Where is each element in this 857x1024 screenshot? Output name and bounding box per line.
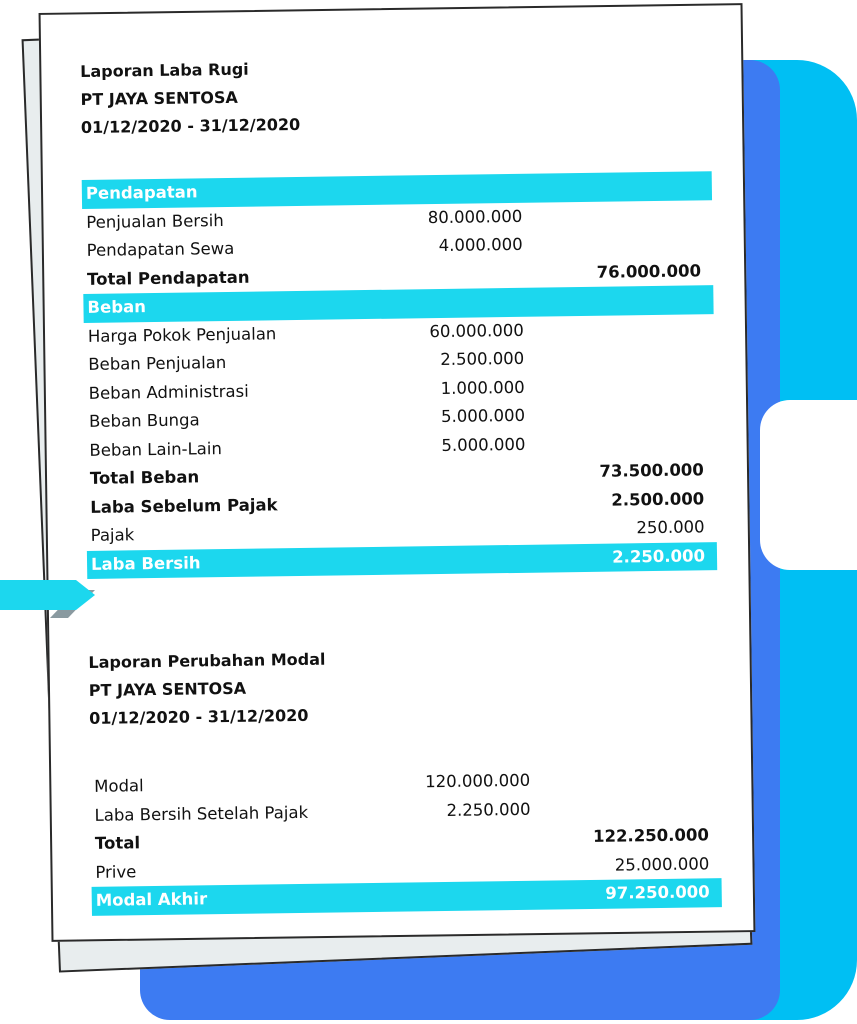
line-label: Modal: [94, 776, 144, 796]
line-amount: 4.000.000: [438, 234, 523, 256]
total-label: Total Pendapatan: [86, 267, 250, 289]
net-income-amount: 2.250.000: [611, 545, 706, 567]
line-amount: 1.000.000: [440, 377, 525, 398]
total-label: Total Beban: [89, 467, 200, 488]
tax-label: Pajak: [90, 525, 135, 545]
line-label: Pendapatan Sewa: [86, 238, 235, 260]
line-label: Beban Penjualan: [88, 352, 227, 374]
report-title: Laporan Perubahan Modal: [88, 649, 326, 672]
line-label: Penjualan Bersih: [86, 210, 224, 232]
line-amount: 120.000.000: [425, 770, 531, 792]
report-period: 01/12/2020 - 31/12/2020: [80, 114, 301, 137]
pretax-label: Laba Sebelum Pajak: [90, 494, 278, 517]
line-amount: 80.000.000: [427, 206, 523, 227]
line-label: Beban Bunga: [88, 410, 200, 431]
total-label: Total: [94, 833, 141, 853]
line-amount: 5.000.000: [441, 434, 526, 455]
bookmark-ribbon: [0, 580, 95, 610]
prive-amount: 25.000.000: [614, 853, 710, 875]
expense-header: Beban: [83, 285, 713, 322]
line-amount: 2.250.000: [446, 799, 531, 820]
total-amount: 73.500.000: [599, 460, 704, 481]
pretax-amount: 2.500.000: [611, 488, 705, 510]
folder-tab-notch: [760, 400, 857, 570]
tax-amount: 250.000: [636, 517, 705, 538]
final-capital-amount: 97.250.000: [605, 882, 710, 903]
final-capital-label: Modal Akhir: [95, 889, 208, 910]
line-amount: 2.500.000: [440, 348, 525, 369]
line-label: Beban Lain-Lain: [89, 438, 222, 460]
financial-report: [80, 49, 722, 915]
revenue-header: Pendapatan: [82, 171, 712, 208]
equity-statement: [88, 640, 722, 915]
prive-label: Prive: [95, 861, 137, 882]
report-title: Laporan Laba Rugi: [80, 59, 249, 81]
total-amount: 76.000.000: [596, 260, 702, 282]
line-label: Beban Administrasi: [88, 381, 249, 403]
company-name: PT JAYA SENTOSA: [80, 87, 238, 109]
line-label: Harga Pokok Penjualan: [87, 323, 277, 346]
income-statement: [80, 49, 717, 579]
total-amount: 122.250.000: [592, 825, 710, 846]
net-income-label: Laba Bersih: [90, 552, 201, 574]
line-amount: 60.000.000: [429, 320, 524, 341]
report-period: 01/12/2020 - 31/12/2020: [89, 705, 309, 728]
company-name: PT JAYA SENTOSA: [88, 678, 247, 700]
line-amount: 5.000.000: [440, 405, 526, 426]
line-label: Laba Bersih Setelah Pajak: [94, 802, 309, 825]
